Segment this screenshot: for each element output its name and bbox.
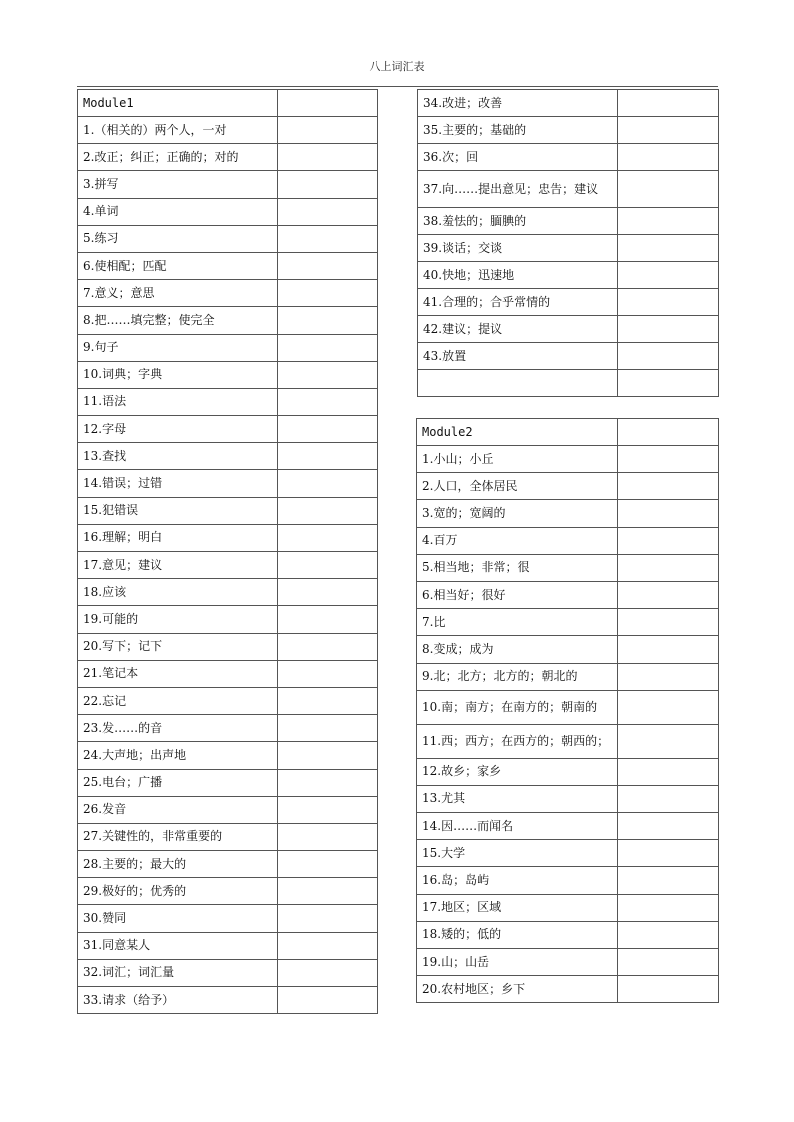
vocab-row: [78, 579, 378, 606]
answer-cell[interactable]: [618, 343, 719, 370]
vocab-meaning: 36.次；回: [418, 144, 618, 171]
answer-cell[interactable]: [278, 660, 378, 687]
vocab-row: [78, 117, 378, 144]
vocab-row: [418, 117, 719, 144]
vocab-meaning: 6.使相配；匹配: [78, 252, 278, 279]
vocab-row: [418, 316, 719, 343]
vocab-meaning: 18.矮的；低的: [417, 921, 618, 948]
vocab-meaning: 11.语法: [78, 388, 278, 415]
answer-cell[interactable]: [278, 307, 378, 334]
vocab-meaning: 19.山；山岳: [417, 949, 618, 976]
answer-cell[interactable]: [278, 959, 378, 986]
vocab-row: [78, 171, 378, 198]
vocab-row: [417, 813, 719, 840]
vocab-meaning: 26.发音: [78, 796, 278, 823]
vocab-row: [417, 581, 719, 608]
vocab-meaning: 12.故乡；家乡: [417, 758, 618, 785]
vocab-meaning: 17.意见；建议: [78, 552, 278, 579]
answer-cell[interactable]: [278, 171, 378, 198]
answer-cell[interactable]: [278, 443, 378, 470]
answer-cell[interactable]: [618, 208, 719, 235]
module2-table: [416, 418, 719, 1003]
answer-cell[interactable]: [618, 527, 719, 554]
answer-cell[interactable]: [618, 921, 719, 948]
vocab-meaning: 14.因……而闻名: [417, 813, 618, 840]
vocab-row: [78, 687, 378, 714]
vocab-row: [418, 208, 719, 235]
vocab-row: [78, 633, 378, 660]
vocab-row: [417, 949, 719, 976]
vocab-meaning: 22.忘记: [78, 687, 278, 714]
vocab-row: [78, 932, 378, 959]
answer-cell[interactable]: [618, 894, 719, 921]
vocab-row: [78, 524, 378, 551]
answer-cell[interactable]: [278, 524, 378, 551]
vocab-meaning: 3.拼写: [78, 171, 278, 198]
vocab-row: [418, 235, 719, 262]
answer-cell[interactable]: [618, 840, 719, 867]
answer-cell[interactable]: [278, 769, 378, 796]
vocab-meaning: 21.笔记本: [78, 660, 278, 687]
vocab-row: [78, 959, 378, 986]
vocab-meaning: 17.地区；区域: [417, 894, 618, 921]
vocab-meaning: 5.练习: [78, 225, 278, 252]
vocab-meaning: [418, 370, 618, 397]
answer-cell[interactable]: [278, 90, 378, 117]
answer-cell[interactable]: [278, 742, 378, 769]
vocab-row: [418, 171, 719, 208]
vocab-row: [78, 796, 378, 823]
vocab-meaning: 20.农村地区；乡下: [417, 976, 618, 1003]
answer-cell[interactable]: [618, 758, 719, 785]
answer-cell[interactable]: [278, 416, 378, 443]
vocab-row: [78, 198, 378, 225]
vocab-row: [418, 262, 719, 289]
vocab-row: [78, 497, 378, 524]
vocab-row: [78, 388, 378, 415]
vocab-meaning: 27.关键性的，非常重要的: [78, 823, 278, 850]
vocab-meaning: 39.谈话；交谈: [418, 235, 618, 262]
vocab-row: [417, 554, 719, 581]
vocab-row: [418, 370, 719, 397]
vocab-meaning: 16.岛；岛屿: [417, 867, 618, 894]
vocab-meaning: 43.放置: [418, 343, 618, 370]
vocab-row: [78, 225, 378, 252]
vocab-meaning: 13.查找: [78, 443, 278, 470]
vocab-meaning: 28.主要的；最大的: [78, 851, 278, 878]
answer-cell[interactable]: [278, 334, 378, 361]
answer-cell[interactable]: [618, 316, 719, 343]
vocab-row: [78, 878, 378, 905]
vocab-meaning: 1.小山；小丘: [417, 446, 618, 473]
answer-cell[interactable]: [278, 252, 378, 279]
answer-cell[interactable]: [278, 579, 378, 606]
vocab-meaning: 6.相当好；很好: [417, 581, 618, 608]
answer-cell[interactable]: [618, 867, 719, 894]
vocab-row: [418, 343, 719, 370]
answer-cell[interactable]: [618, 446, 719, 473]
vocab-row: [78, 715, 378, 742]
vocab-meaning: 37.向……提出意见；忠告；建议: [418, 171, 618, 208]
vocab-meaning: 38.羞怯的；腼腆的: [418, 208, 618, 235]
answer-cell[interactable]: [618, 117, 719, 144]
vocab-row: [78, 144, 378, 171]
vocab-meaning: 4.单词: [78, 198, 278, 225]
vocab-meaning: 35.主要的；基础的: [418, 117, 618, 144]
answer-cell[interactable]: [618, 554, 719, 581]
vocab-row: [417, 473, 719, 500]
vocab-row: [78, 252, 378, 279]
vocab-row: [78, 361, 378, 388]
answer-cell[interactable]: [618, 500, 719, 527]
answer-cell[interactable]: [278, 715, 378, 742]
module1-table-part2: [417, 89, 719, 397]
module-heading-row: [78, 90, 378, 117]
answer-cell[interactable]: [618, 609, 719, 636]
vocab-row: [418, 289, 719, 316]
answer-cell[interactable]: [618, 785, 719, 812]
vocab-meaning: 29.极好的；优秀的: [78, 878, 278, 905]
vocab-meaning: 3.宽的；宽阔的: [417, 500, 618, 527]
vocab-meaning: 15.大学: [417, 840, 618, 867]
vocab-row: [418, 90, 719, 117]
vocab-row: [78, 443, 378, 470]
answer-cell[interactable]: [278, 470, 378, 497]
vocab-row: [78, 280, 378, 307]
answer-cell[interactable]: [618, 976, 719, 1003]
answer-cell[interactable]: [618, 144, 719, 171]
answer-cell[interactable]: [618, 419, 719, 446]
vocab-meaning: 10.南；南方；在南方的；朝南的: [417, 690, 618, 724]
vocab-row: [417, 758, 719, 785]
answer-cell[interactable]: [618, 171, 719, 208]
vocab-meaning: 16.理解；明白: [78, 524, 278, 551]
module-heading: Module1: [78, 90, 278, 117]
vocab-row: [417, 921, 719, 948]
vocab-meaning: 20.写下；记下: [78, 633, 278, 660]
vocab-row: [417, 527, 719, 554]
vocab-meaning: 10.词典；字典: [78, 361, 278, 388]
vocab-meaning: 14.错误；过错: [78, 470, 278, 497]
vocab-row: [78, 470, 378, 497]
vocab-meaning: 1.（相关的）两个人，一对: [78, 117, 278, 144]
vocab-row: [417, 894, 719, 921]
vocab-meaning: 15.犯错误: [78, 497, 278, 524]
answer-cell[interactable]: [618, 473, 719, 500]
vocab-meaning: 42.建议；提议: [418, 316, 618, 343]
vocab-row: [78, 823, 378, 850]
module-heading-row: [417, 419, 719, 446]
answer-cell[interactable]: [618, 262, 719, 289]
vocab-row: [417, 785, 719, 812]
vocab-meaning: 33.请求（给予）: [78, 987, 278, 1014]
vocab-row: [417, 724, 719, 758]
vocab-row: [78, 552, 378, 579]
vocab-row: [78, 905, 378, 932]
vocab-meaning: 23.发……的音: [78, 715, 278, 742]
vocab-meaning: 32.词汇；词汇量: [78, 959, 278, 986]
vocab-row: [417, 690, 719, 724]
vocab-row: [78, 606, 378, 633]
answer-cell[interactable]: [278, 987, 378, 1014]
vocab-meaning: 12.字母: [78, 416, 278, 443]
vocab-meaning: 34.改进；改善: [418, 90, 618, 117]
vocab-row: [417, 867, 719, 894]
answer-cell[interactable]: [618, 690, 719, 724]
vocab-meaning: 7.意义；意思: [78, 280, 278, 307]
vocab-row: [417, 976, 719, 1003]
page-title: 八上词汇表: [369, 60, 425, 73]
vocab-row: [417, 636, 719, 663]
answer-cell[interactable]: [618, 370, 719, 397]
vocab-meaning: 2.人口，全体居民: [417, 473, 618, 500]
vocab-meaning: 5.相当地；非常；很: [417, 554, 618, 581]
answer-cell[interactable]: [618, 663, 719, 690]
vocab-meaning: 31.同意某人: [78, 932, 278, 959]
vocab-row: [78, 769, 378, 796]
answer-cell[interactable]: [278, 905, 378, 932]
vocab-row: [78, 416, 378, 443]
vocab-meaning: 2.改正；纠正；正确的；对的: [78, 144, 278, 171]
answer-cell[interactable]: [278, 225, 378, 252]
vocab-meaning: 7.比: [417, 609, 618, 636]
vocab-row: [417, 446, 719, 473]
answer-cell[interactable]: [278, 878, 378, 905]
vocab-meaning: 18.应该: [78, 579, 278, 606]
vocab-meaning: 40.快地；迅速地: [418, 262, 618, 289]
vocab-meaning: 8.把……填完整；使完全: [78, 307, 278, 334]
answer-cell[interactable]: [278, 633, 378, 660]
answer-cell[interactable]: [278, 851, 378, 878]
answer-cell[interactable]: [278, 497, 378, 524]
vocab-meaning: 25.电台；广播: [78, 769, 278, 796]
vocab-row: [417, 500, 719, 527]
answer-cell[interactable]: [278, 198, 378, 225]
vocab-row: [417, 609, 719, 636]
vocab-row: [78, 307, 378, 334]
answer-cell[interactable]: [278, 823, 378, 850]
vocab-row: [78, 660, 378, 687]
vocab-meaning: 19.可能的: [78, 606, 278, 633]
answer-cell[interactable]: [278, 796, 378, 823]
header-divider: [77, 86, 718, 87]
answer-cell[interactable]: [618, 90, 719, 117]
answer-cell[interactable]: [618, 289, 719, 316]
answer-cell[interactable]: [278, 144, 378, 171]
vocab-meaning: 4.百万: [417, 527, 618, 554]
answer-cell[interactable]: [618, 949, 719, 976]
vocab-meaning: 41.合理的；合乎常情的: [418, 289, 618, 316]
answer-cell[interactable]: [618, 813, 719, 840]
vocab-meaning: 9.句子: [78, 334, 278, 361]
answer-cell[interactable]: [278, 932, 378, 959]
answer-cell[interactable]: [278, 687, 378, 714]
module-heading: Module2: [417, 419, 618, 446]
vocab-meaning: 9.北；北方；北方的；朝北的: [417, 663, 618, 690]
answer-cell[interactable]: [278, 606, 378, 633]
module1-table-part1: [77, 89, 378, 1014]
answer-cell[interactable]: [278, 280, 378, 307]
answer-cell[interactable]: [618, 235, 719, 262]
vocab-meaning: 8.变成；成为: [417, 636, 618, 663]
vocab-meaning: 30.赞同: [78, 905, 278, 932]
answer-cell[interactable]: [278, 361, 378, 388]
vocab-row: [418, 144, 719, 171]
vocab-meaning: 24.大声地；出声地: [78, 742, 278, 769]
vocab-row: [78, 742, 378, 769]
answer-cell[interactable]: [618, 724, 719, 758]
vocab-meaning: 13.尤其: [417, 785, 618, 812]
vocab-row: [78, 334, 378, 361]
answer-cell[interactable]: [618, 581, 719, 608]
vocab-row: [78, 987, 378, 1014]
vocab-row: [417, 840, 719, 867]
answer-cell[interactable]: [618, 636, 719, 663]
vocab-row: [78, 851, 378, 878]
answer-cell[interactable]: [278, 388, 378, 415]
answer-cell[interactable]: [278, 552, 378, 579]
vocab-meaning: 11.西；西方；在西方的；朝西的；: [417, 724, 618, 758]
answer-cell[interactable]: [278, 117, 378, 144]
vocab-row: [417, 663, 719, 690]
